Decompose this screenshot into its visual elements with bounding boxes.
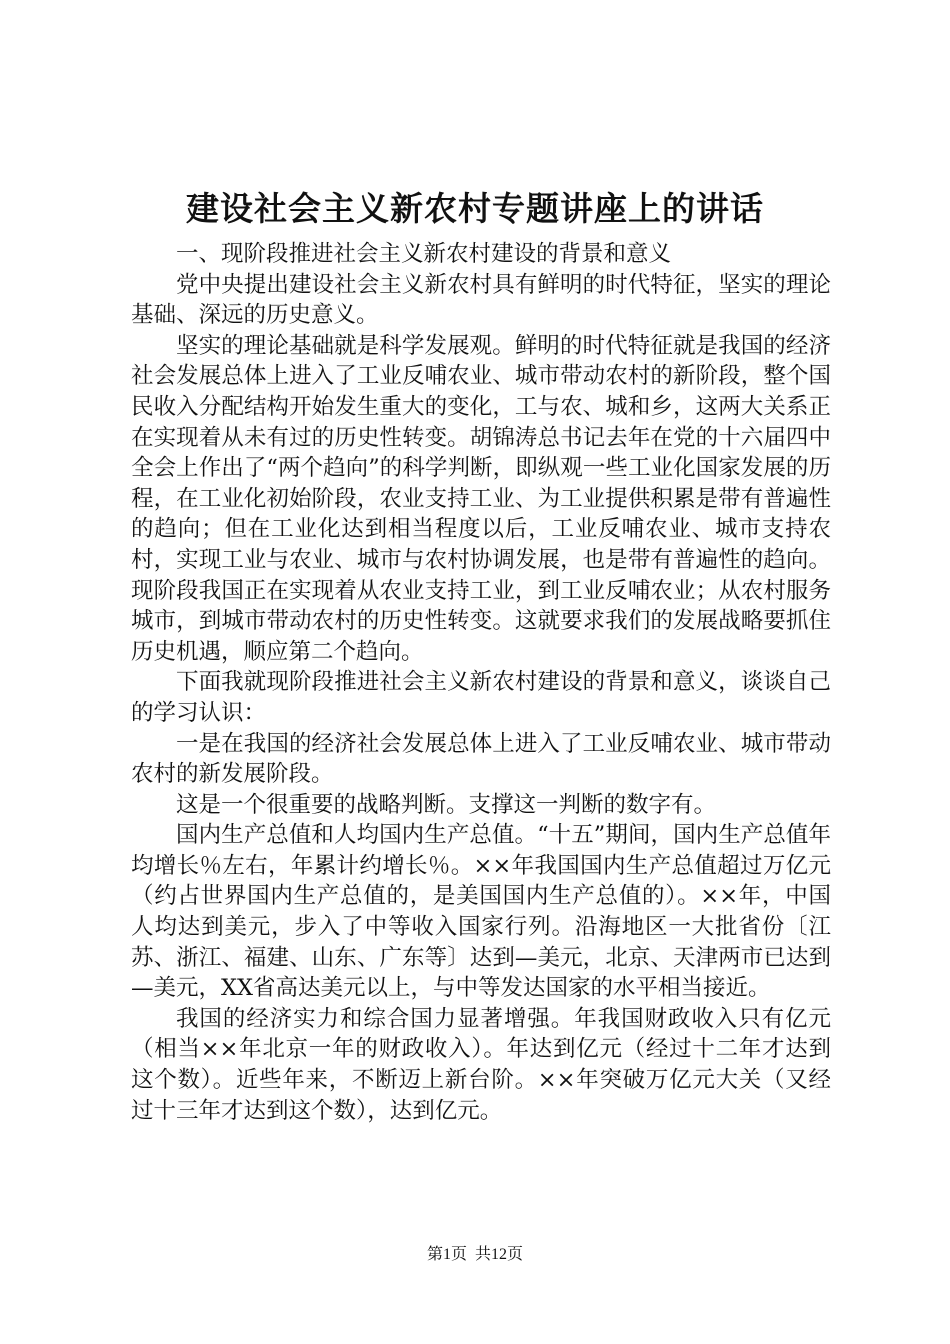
paragraph: 我国的经济实力和综合国力显著增强。年我国财政收入只有亿元（相当××年北京一年的财政收入）。年达到亿元（经过十二年才达到这个数）。近些年来，不断迈上新台阶。××年突破万亿元大关（又经过十三年才达到这个数），达到亿元。 bbox=[131, 1005, 831, 1124]
page-footer bbox=[0, 1244, 950, 1266]
paragraph: 这是一个很重要的战略判断。支撑这一判断的数字有。 bbox=[176, 791, 717, 818]
paragraph: 国内生产总值和人均国内生产总值。“十五”期间，国内生产总值年均增长％左右，年累计约增长％。××年我国国内生产总值超过万亿元（约占世界国内生产总值的，是美国国内生产总值的）。××年，中国人均达到美元，步入了中等收入国家行列。沿海地区一大批省份〔江苏、浙江、福建、山东、广东等〕达到—美元，北京、天津两市已达到—美元，XX省高达美元以上，与中等发达国家的水平相当接近。 bbox=[131, 822, 831, 1002]
paragraph: 下面我就现阶段推进社会主义新农村建设的背景和意义，谈谈自己的学习认识： bbox=[131, 669, 831, 726]
paragraph: 党中央提出建设社会主义新农村具有鲜明的时代特征，坚实的理论基础、深远的历史意义。 bbox=[131, 271, 831, 329]
paragraph: 坚实的理论基础就是科学发展观。鲜明的时代特征就是我国的经济社会发展总体上进入了工业反哺农业、城市带动农村的新阶段，整个国民收入分配结构开始发生重大的变化，工与农、城和乡，这两大关系正在实现着从未有过的历史性转变。胡锦涛总书记去年在党的十六届四中全会上作出了“两个趋向”的科学判断，即纵观一些工业化国家发展的历程，在工业化初始阶段，农业支持工业、为工业提供积累是带有普遍性的趋向；但在工业化达到相当程度以后，工业反哺农业、城市支持农村，实现工业与农业、城市与农村协调发展，也是带有普遍性的趋向。现阶段我国正在实现着从农业支持工业，到工业反哺农业；从农村服务城市，到城市带动农村的历史性转变。这就要求我们的发展战略要抓住历史机遇，顺应第二个趋向。 bbox=[131, 332, 831, 665]
document-title: 建设社会主义新农村专题讲座上的讲话 bbox=[186, 189, 764, 228]
page-total: 共12页 bbox=[475, 1246, 524, 1263]
paragraph: 一是在我国的经济社会发展总体上进入了工业反哺农业、城市带动农村的新发展阶段。 bbox=[131, 730, 831, 788]
document-body bbox=[131, 239, 831, 1126]
section-heading: 一、现阶段推进社会主义新农村建设的背景和意义 bbox=[176, 241, 672, 267]
page-number: 第1页 bbox=[426, 1246, 467, 1263]
